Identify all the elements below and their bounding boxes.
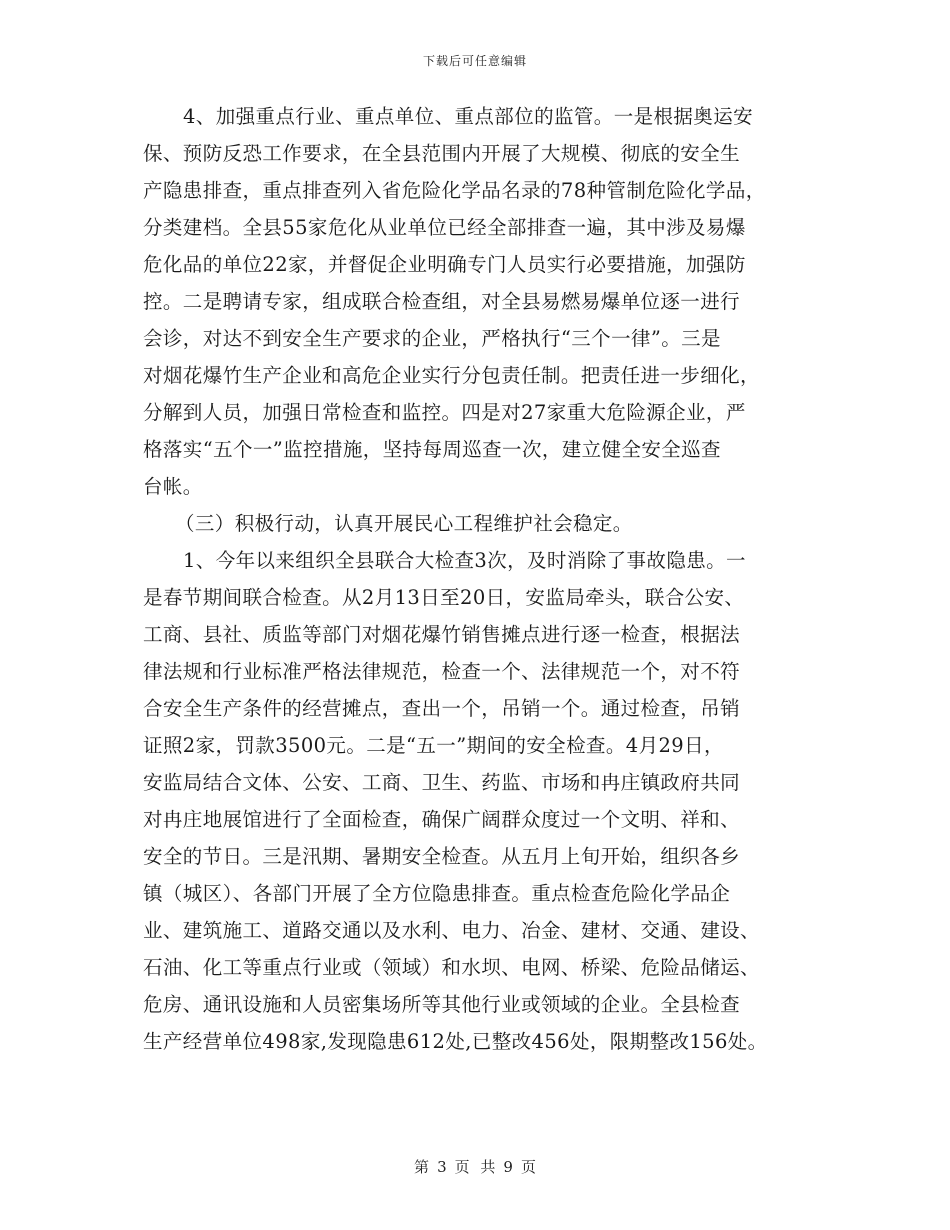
body-line: 业、建筑施工、道路交通以及水利、电力、冶金、建材、交通、建设、 [143, 919, 760, 942]
body-line: 分解到人员，加强日常检查和监控。四是对27家重大危险源企业，严 [143, 401, 746, 424]
body-line: 格落实“五个一”监控措施，坚持每周巡查一次，建立健全安全巡查 [143, 438, 721, 461]
footer-prefix: 第 [414, 1158, 430, 1176]
body-line: 律法规和行业标准严格法律规范，检查一个、法律规范一个，对不符 [143, 660, 741, 683]
page-number-footer [0, 1156, 950, 1177]
body-line: 对烟花爆竹生产企业和高危企业实行分包责任制。把责任进一步细化， [143, 364, 760, 387]
body-line: 安全的节日。三是汛期、暑期安全检查。从五月上旬开始，组织各乡 [143, 845, 741, 868]
body-line: 危化品的单位22家，并督促企业明确专门人员实行必要措施，加强防 [143, 253, 746, 276]
body-line: 对冉庄地展馆进行了全面检查，确保广阔群众度过一个文明、祥和、 [143, 808, 741, 831]
body-line: 是春节期间联合检查。从2月13日至20日，安监局牵头，联合公安、 [143, 586, 745, 609]
body-line: 会诊，对达不到安全生产要求的企业，严格执行“三个一律”。三是 [143, 327, 721, 350]
body-line: 控。二是聘请专家，组成联合检查组，对全县易燃易爆单位逐一进行 [143, 290, 741, 313]
body-line: 1、今年以来组织全县联合大检查3次，及时消除了事故隐患。一 [183, 549, 746, 572]
body-line: 证照2家，罚款3500元。二是“五一”期间的安全检查。4月29日， [143, 734, 724, 757]
body-line: 危房、通讯设施和人员密集场所等其他行业或领域的企业。全县检查 [143, 993, 741, 1016]
page-header-note: 下载后可任意编辑 [422, 54, 527, 68]
current-page-number: 3 [437, 1158, 447, 1176]
body-line: 保、预防反恐工作要求，在全县范围内开展了大规模、彻底的安全生 [143, 142, 741, 165]
body-line: 分类建档。全县55家危化从业单位已经全部排查一遍，其中涉及易爆 [143, 216, 746, 239]
footer-suffix: 页 [520, 1158, 536, 1176]
body-line: 安监局结合文体、公安、工商、卫生、药监、市场和冉庄镇政府共同 [143, 771, 741, 794]
body-line: 4、加强重点行业、重点单位、重点部位的监管。一是根据奥运安 [183, 105, 754, 128]
body-line: 石油、化工等重点行业或（领域）和水坝、电网、桥梁、危险品储运、 [143, 956, 760, 979]
body-line: 工商、县社、质监等部门对烟花爆竹销售摊点进行逐一检查，根据法 [143, 623, 741, 646]
document-body [143, 98, 833, 1060]
body-line: 合安全生产条件的经营摊点，查出一个，吊销一个。通过检查，吊销 [143, 697, 741, 720]
section-heading: （三）积极行动，认真开展民心工程维护社会稳定。 [175, 512, 633, 535]
footer-middle: 页 共 [454, 1158, 496, 1176]
body-line: 镇（城区）、各部门开展了全方位隐患排查。重点检查危险化学品企 [143, 882, 731, 905]
body-line: 产隐患排查，重点排查列入省危险化学品名录的78种管制危险化学品， [143, 179, 766, 202]
body-line: 台帐。 [143, 475, 203, 498]
body-line: 生产经营单位498家,发现隐患612处,已整改456处，限期整改156处。 [143, 1030, 768, 1053]
total-page-count: 9 [503, 1158, 513, 1176]
